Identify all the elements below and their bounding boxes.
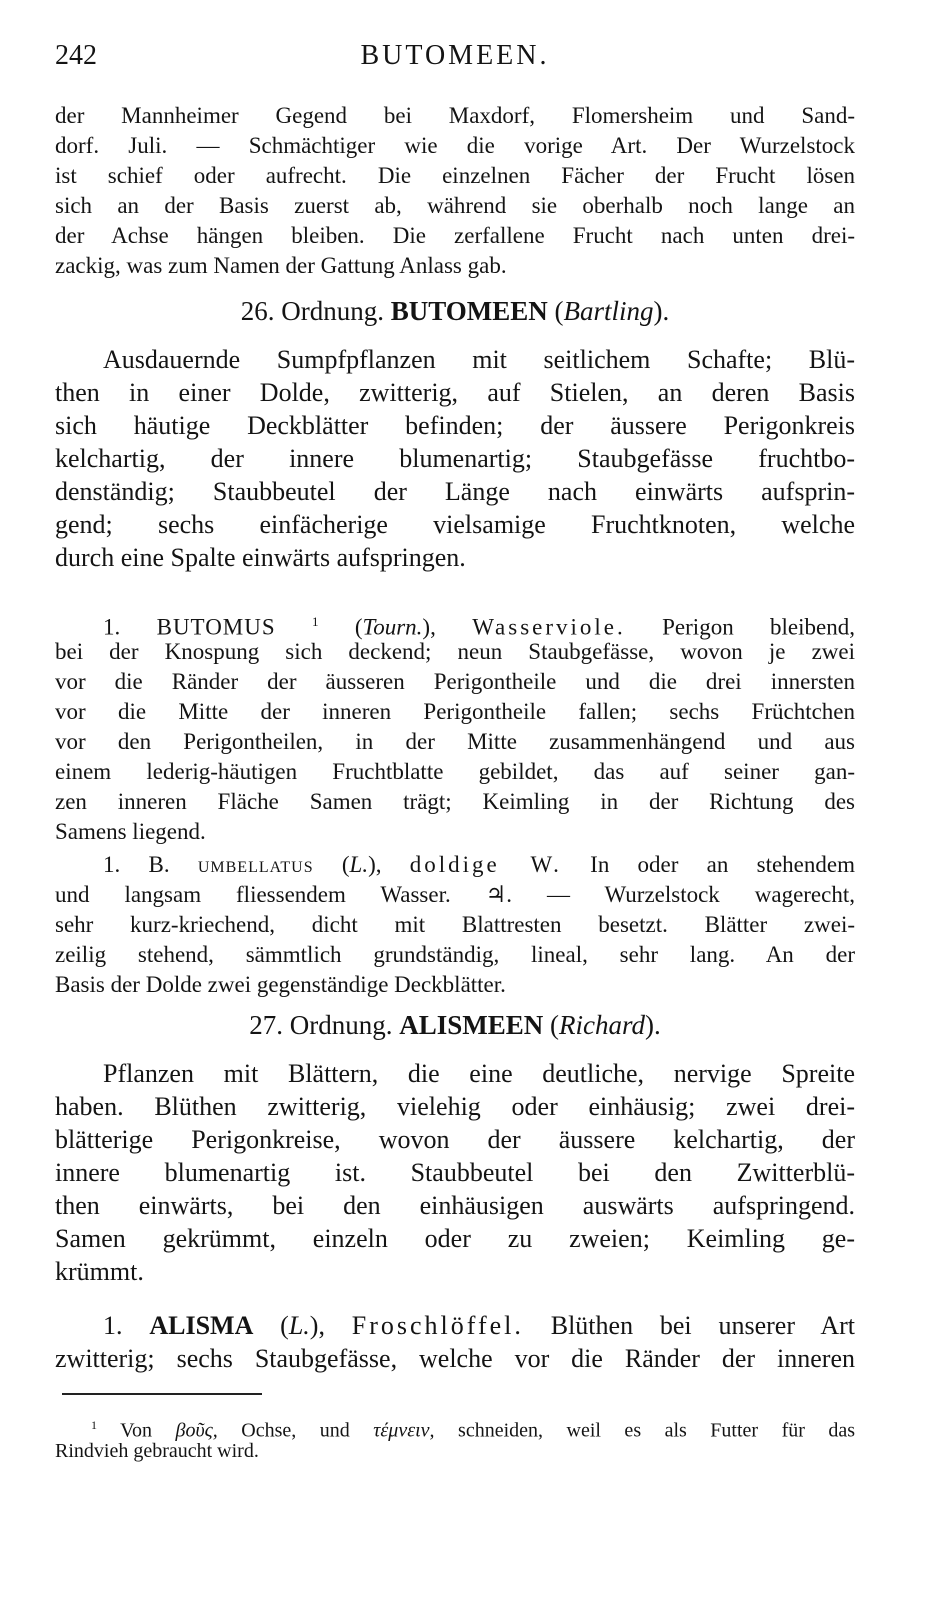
text-line: dorf. Juli. — Schmächtiger wie die vorige Art. Der Wurzelstock bbox=[55, 133, 855, 158]
genus-butomus bbox=[55, 607, 855, 847]
text-line: then einwärts, bei den einhäusigen auswärts aufspringend. bbox=[55, 1191, 855, 1220]
text-line: then in einer Dolde, zwitterig, auf Stielen, an deren Basis bbox=[55, 378, 855, 407]
order-name: ALISMEEN bbox=[399, 1010, 544, 1040]
genus-text: Perigon bleibend, bbox=[662, 614, 855, 640]
text-line: vor den Perigontheilen, in der Mitte zusammenhängend und aus bbox=[55, 729, 855, 754]
genus-first-line: 1. ALISMA (L.), Froschlöffel. Blüthen bei unserer Art bbox=[103, 1311, 856, 1340]
page-header bbox=[55, 40, 855, 80]
text-line: blätterige Perigonkreise, wovon der äussere kelchartig, der bbox=[55, 1125, 855, 1154]
text-line: Samens liegend. bbox=[55, 819, 206, 844]
genus-text: Blüthen bei unserer Art bbox=[550, 1311, 856, 1340]
genus-name: BUTOMUS bbox=[156, 614, 276, 640]
text-line: kelchartig, der innere blumenartig; Staubgefässe fruchtbo- bbox=[55, 444, 855, 473]
species-first-line: 1. B. umbellatus (L.), doldige W. In oder an stehendem bbox=[103, 852, 855, 877]
running-head: BUTOMEEN. bbox=[360, 40, 550, 71]
genus-name: ALISMA bbox=[149, 1311, 254, 1340]
footnote-text: schneiden, weil es als Futter für das bbox=[458, 1419, 856, 1442]
text-line: vor die Mitte der inneren Perigontheile fallen; sechs Früchtchen bbox=[55, 699, 855, 724]
footnote bbox=[55, 1412, 855, 1464]
footnote-text: Von bbox=[120, 1419, 153, 1442]
order-name: BUTOMEEN bbox=[390, 296, 548, 326]
genus-author: Tourn. bbox=[362, 614, 423, 640]
footnote-divider bbox=[62, 1393, 262, 1395]
text-line: sehr kurz-kriechend, dicht mit Blattresten besetzt. Blätter zwei- bbox=[55, 912, 855, 937]
order-author: Richard bbox=[559, 1010, 645, 1040]
text-line: denständig; Staubbeutel der Länge nach einwärts aufsprin- bbox=[55, 477, 855, 506]
genus-common-name: Wasserviole. bbox=[472, 614, 626, 640]
text-line: ist schief oder aufrecht. Die einzelnen Fächer der Frucht lösen bbox=[55, 163, 855, 188]
text-line: durch eine Spalte einwärts aufspringen. bbox=[55, 543, 466, 572]
text-line: zackig, was zum Namen der Gattung Anlass gab. bbox=[55, 253, 507, 278]
footnote-line bbox=[55, 1412, 856, 1442]
species-number: 1. bbox=[103, 852, 121, 877]
species-name: umbellatus bbox=[197, 852, 314, 877]
order-author: Bartling bbox=[563, 296, 654, 326]
text-line: zen inneren Fläche Samen trägt; Keimling in der Richtung des bbox=[55, 789, 855, 814]
page-number: 242 bbox=[55, 40, 97, 71]
greek-word: τέμνειν, bbox=[373, 1419, 435, 1442]
text-line: haben. Blüthen zwitterig, vielehig oder einhäusig; zwei drei- bbox=[55, 1092, 855, 1121]
footnote-text: Ochse, und bbox=[241, 1419, 350, 1442]
footnote-line: Rindvieh gebraucht wird. bbox=[55, 1440, 259, 1462]
text-line: innere blumenartig ist. Staubbeutel bei den Zwitterblü- bbox=[55, 1158, 855, 1187]
greek-word: βοῦς, bbox=[175, 1419, 218, 1442]
genus-author: L. bbox=[288, 1311, 310, 1340]
text-line: der Mannheimer Gegend bei Maxdorf, Flomersheim und Sand- bbox=[55, 103, 855, 128]
text-line: und langsam fliessendem Wasser. ♃. — Wurzelstock wagerecht, bbox=[55, 882, 855, 907]
species-abbr: B. bbox=[148, 852, 170, 877]
species-text: In oder an stehendem bbox=[590, 852, 855, 877]
genus-alisma bbox=[55, 1309, 855, 1375]
order-number: 27. Ordnung. bbox=[249, 1010, 393, 1040]
order-heading-26: 26. Ordnung. BUTOMEEN (Bartling). bbox=[240, 296, 670, 326]
text-line: Samen gekrümmt, einzeln oder zu zweien; Keimling ge- bbox=[55, 1224, 855, 1253]
text-line: zeilig stehend, sämmtlich grundständig, lineal, sehr lang. An der bbox=[55, 942, 855, 967]
genus-common-name: Froschlöffel. bbox=[351, 1311, 524, 1340]
footnote-ref: 1 bbox=[312, 614, 319, 629]
text-line: gend; sechs einfächerige vielsamige Fruchtknoten, welche bbox=[55, 510, 855, 539]
text-line: der Achse hängen bleiben. Die zerfallene Frucht nach unten drei- bbox=[55, 223, 855, 248]
text-line: Basis der Dolde zwei gegenständige Deckblätter. bbox=[55, 972, 506, 997]
order-heading-27: 27. Ordnung. ALISMEEN (Richard). bbox=[249, 1010, 661, 1040]
text-line: zwitterig; sechs Staubgefässe, welche vor die Ränder der inneren bbox=[55, 1344, 855, 1373]
genus-first-line: 1. BUTOMUS $^1$ (Tourn.), Wasserviole. Perigon bleibend, bbox=[103, 614, 855, 640]
order-number: 26. Ordnung. bbox=[240, 296, 384, 326]
footnote-marker: 1 bbox=[91, 1418, 97, 1432]
species-umbellatus bbox=[55, 850, 855, 1000]
text-line: sich an der Basis zuerst ab, während sie oberhalb noch lange an bbox=[55, 193, 855, 218]
text-line: krümmt. bbox=[55, 1257, 144, 1286]
order-27-description bbox=[55, 1057, 855, 1288]
text-line: Pflanzen mit Blättern, die eine deutliche, nervige Spreite bbox=[103, 1059, 855, 1088]
genus-number: 1. bbox=[103, 614, 121, 640]
genus-number: 1. bbox=[103, 1311, 123, 1340]
text-line: sich häutige Deckblätter befinden; der äussere Perigonkreis bbox=[55, 411, 855, 440]
text-line: bei der Knospung sich deckend; neun Staubgefässe, wovon je zwei bbox=[55, 639, 855, 664]
order-26-description bbox=[55, 343, 855, 574]
species-common-name: doldige W. bbox=[409, 852, 562, 877]
text-line: einem lederig-häutigen Fruchtblatte gebildet, das auf seiner gan- bbox=[55, 759, 855, 784]
text-line: vor die Ränder der äusseren Perigontheile und die drei innersten bbox=[55, 669, 855, 694]
species-author: L. bbox=[349, 852, 369, 877]
text-line: Ausdauernde Sumpfpflanzen mit seitlichem Schafte; Blü- bbox=[103, 345, 855, 374]
intro-paragraph bbox=[55, 101, 855, 281]
